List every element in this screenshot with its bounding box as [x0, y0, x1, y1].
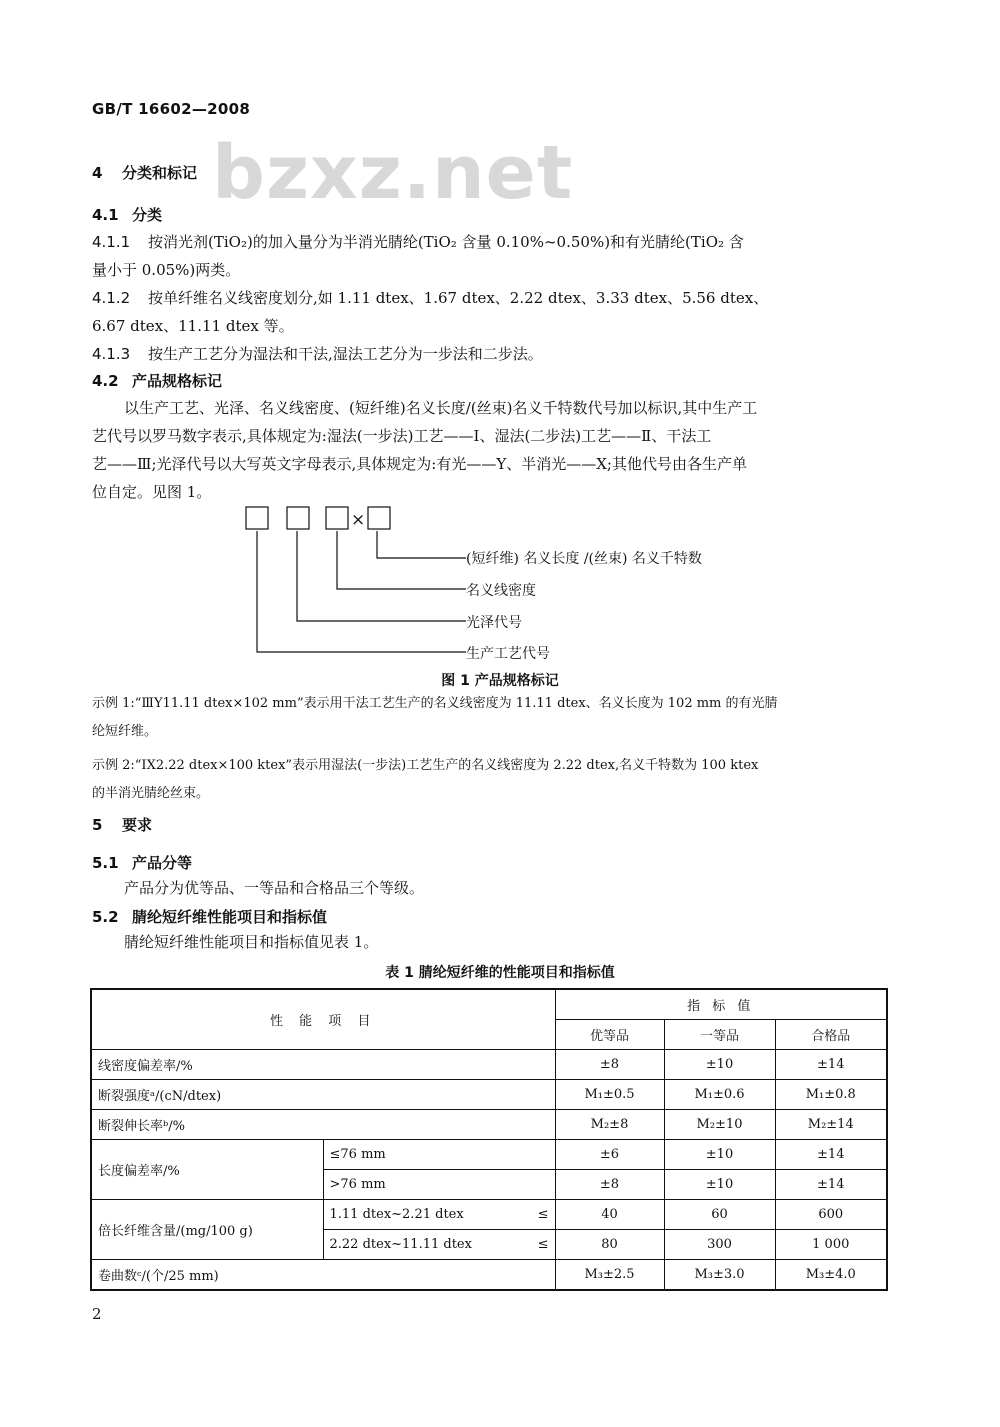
example-line: 的半消光腈纶丝束。: [92, 786, 210, 801]
times-symbol: ×: [351, 510, 366, 530]
label-luster: 光泽代号: [466, 615, 522, 631]
cell-value: ±14: [775, 1050, 887, 1080]
leader-length: [377, 531, 466, 558]
clause-number: 4.1.3: [92, 345, 131, 363]
clause-5-1-body: 产品分为优等品、一等品和合格品三个等级。: [124, 879, 425, 897]
row-item: 断裂伸长率ᵇ/%: [91, 1110, 555, 1140]
paragraph-line: 艺代号以罗马数字表示,具体规定为:湿法(一步法)工艺——Ⅰ、湿法(二步法)工艺——Ⅱ、干法工: [92, 427, 712, 445]
cell-value: M₂±8: [555, 1110, 664, 1140]
box-length: [368, 507, 390, 529]
section-number: 4.1: [92, 206, 119, 224]
cell-value: M₁±0.6: [664, 1080, 775, 1110]
table-row: [91, 1080, 887, 1110]
grade-first: 一等品: [664, 1020, 775, 1050]
row-item: 断裂强度ᵃ/(cN/dtex): [91, 1080, 555, 1110]
clause-text: 按消光剂(TiO₂)的加入量分为半消光腈纶(TiO₂ 含量 0.10%~0.50%)和有光腈纶(TiO₂ 含: [148, 233, 744, 251]
cell-value: ±14: [775, 1170, 887, 1200]
section-title: 腈纶短纤维性能项目和指标值: [132, 908, 328, 926]
cell-value: M₂±10: [664, 1110, 775, 1140]
performance-table: [90, 988, 888, 1291]
examples: [92, 690, 892, 808]
table-caption: 表 1 腈纶短纤维的性能项目和指标值: [385, 965, 615, 981]
clause-text: 按单纤维名义线密度划分,如 1.11 dtex、1.67 dtex、2.22 dtex、3.33 dtex、5.56 dtex、: [148, 289, 769, 307]
table-row: [91, 1260, 887, 1291]
cell-value: 300: [664, 1230, 775, 1260]
page-number: 2: [92, 1305, 102, 1323]
box-process: [246, 507, 268, 529]
clause-number: 4.1.2: [92, 289, 131, 307]
grade-qualified: 合格品: [775, 1020, 887, 1050]
watermark: bzxz.net: [212, 130, 574, 216]
row-subitem: >76 mm: [323, 1170, 555, 1200]
row-subitem: [323, 1200, 555, 1230]
example-line: 示例 2:“ⅠX2.22 dtex×100 ktex”表示用湿法(一步法)工艺生产的名义线密度为 2.22 dtex,名义千特数为 100 ktex: [92, 758, 759, 773]
cell-value: M₁±0.8: [775, 1080, 887, 1110]
section-title: 要求: [122, 816, 153, 834]
box-density: [326, 507, 348, 529]
cell-value: ±10: [664, 1050, 775, 1080]
leader-luster: [297, 531, 466, 621]
subitem-label: 2.22 dtex~11.11 dtex: [329, 1237, 472, 1252]
label-length: (短纤维) 名义长度 /(丝束) 名义千特数: [466, 551, 702, 567]
section-5-heading: [92, 814, 152, 835]
leader-process: [257, 531, 466, 652]
standard-header: GB/T 16602—2008: [92, 100, 251, 118]
header-value: 指 标 值: [555, 989, 887, 1020]
cell-value: M₂±14: [775, 1110, 887, 1140]
cell-value: M₃±4.0: [775, 1260, 887, 1291]
cell-value: ±6: [555, 1140, 664, 1170]
cell-value: ±8: [555, 1050, 664, 1080]
le-symbol: ≤: [537, 1207, 549, 1222]
example-line: 示例 1:“ⅢY11.11 dtex×102 mm”表示用干法工艺生产的名义线密度为 11.11 dtex、名义长度为 102 mm 的有光腈: [92, 696, 778, 711]
section-title: 分类和标记: [122, 164, 198, 182]
le-symbol: ≤: [537, 1237, 549, 1252]
cell-value: M₃±3.0: [664, 1260, 775, 1291]
table-header-row: [91, 989, 887, 1020]
paragraph-line: 位自定。见图 1。: [92, 483, 212, 501]
cell-value: M₁±0.5: [555, 1080, 664, 1110]
clause-text-cont: 量小于 0.05%)两类。: [92, 261, 241, 279]
cell-value: ±8: [555, 1170, 664, 1200]
example-line: 纶短纤维。: [92, 724, 158, 739]
label-process: 生产工艺代号: [466, 646, 550, 662]
section-title: 产品分等: [132, 854, 193, 872]
section-number: 5.1: [92, 854, 119, 872]
paragraph-line: 艺——Ⅲ;光泽代号以大写英文字母表示,具体规定为:有光——Y、半消光——X;其他代号由各生产单: [92, 455, 747, 473]
row-item: 长度偏差率/%: [91, 1140, 323, 1200]
box-luster: [287, 507, 309, 529]
cell-value: 1 000: [775, 1230, 887, 1260]
cell-value: ±14: [775, 1140, 887, 1170]
figure-caption: 图 1 产品规格标记: [441, 673, 559, 689]
section-5-2-heading: [92, 906, 327, 927]
clause-text-cont: 6.67 dtex、11.11 dtex 等。: [92, 317, 294, 335]
cell-value: ±10: [664, 1140, 775, 1170]
label-density: 名义线密度: [466, 583, 536, 599]
header-item: 性 能 项 目: [91, 989, 555, 1050]
cell-value: M₃±2.5: [555, 1260, 664, 1291]
row-item: 倍长纤维含量/(mg/100 g): [91, 1200, 323, 1260]
section-5-1-heading: [92, 852, 192, 873]
section-number: 4: [92, 164, 103, 182]
table-row: [91, 1110, 887, 1140]
subitem-label: 1.11 dtex~2.21 dtex: [329, 1207, 464, 1222]
table-row: [91, 1140, 887, 1170]
cell-value: 60: [664, 1200, 775, 1230]
row-subitem: ≤76 mm: [323, 1140, 555, 1170]
paragraph-line: 以生产工艺、光泽、名义线密度、(短纤维)名义长度/(丝束)名义千特数代号加以标识,其中生产工: [124, 399, 758, 417]
table-row: [91, 1200, 887, 1230]
section-number: 5.2: [92, 908, 119, 926]
row-item: 卷曲数ᶜ/(个/25 mm): [91, 1260, 555, 1291]
section-number: 5: [92, 816, 103, 834]
cell-value: 80: [555, 1230, 664, 1260]
cell-value: 40: [555, 1200, 664, 1230]
grade-premium: 优等品: [555, 1020, 664, 1050]
cell-value: ±10: [664, 1170, 775, 1200]
section-title: 产品规格标记: [132, 372, 223, 390]
row-item: 线密度偏差率/%: [91, 1050, 555, 1080]
leader-density: [337, 531, 466, 589]
section-number: 4.2: [92, 372, 119, 390]
cell-value: 600: [775, 1200, 887, 1230]
section-title: 分类: [132, 206, 163, 224]
table-row: [91, 1050, 887, 1080]
clause-5-2-body: 腈纶短纤维性能项目和指标值见表 1。: [124, 933, 379, 951]
clause-number: 4.1.1: [92, 233, 131, 251]
row-subitem: [323, 1230, 555, 1260]
clause-text: 按生产工艺分为湿法和干法,湿法工艺分为一步法和二步法。: [148, 345, 543, 363]
